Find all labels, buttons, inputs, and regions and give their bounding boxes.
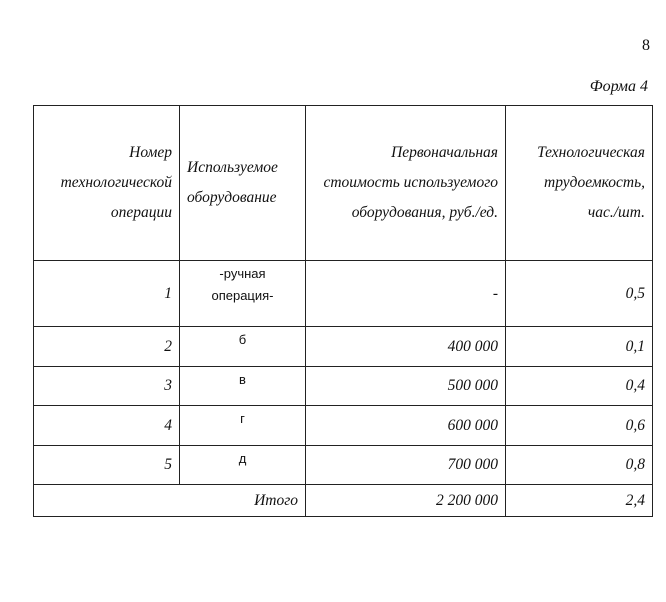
- cell-initial-cost: -: [306, 261, 506, 327]
- total-initial-cost: 2 200 000: [306, 485, 506, 517]
- cell-equipment: д: [180, 446, 306, 485]
- header-equipment: Используемое оборудование: [180, 106, 306, 261]
- form-table: [33, 105, 653, 517]
- cell-operation-number: 2: [34, 327, 180, 367]
- table-row: [34, 446, 653, 485]
- cell-labor-intensity: 0,6: [506, 406, 653, 446]
- cell-equipment: б: [180, 327, 306, 367]
- cell-initial-cost: 400 000: [306, 327, 506, 367]
- cell-equipment: -ручная операция-: [180, 261, 306, 327]
- cell-labor-intensity: 0,4: [506, 367, 653, 406]
- cell-operation-number: 4: [34, 406, 180, 446]
- cell-operation-number: 3: [34, 367, 180, 406]
- table-header-row: [34, 106, 653, 261]
- page-number: 8: [642, 37, 650, 54]
- header-operation-number: Номер технологической операции: [34, 106, 180, 261]
- header-initial-cost: Первоначальная стоимость используемого оборудования, руб./ед.: [306, 106, 506, 261]
- cell-initial-cost: 700 000: [306, 446, 506, 485]
- form-label: Форма 4: [589, 78, 648, 95]
- table-total-row: [34, 485, 653, 517]
- cell-labor-intensity: 0,5: [506, 261, 653, 327]
- cell-equipment: г: [180, 406, 306, 446]
- cell-operation-number: 1: [34, 261, 180, 327]
- table-row: [34, 261, 653, 327]
- cell-labor-intensity: 0,8: [506, 446, 653, 485]
- table-row: [34, 406, 653, 446]
- header-labor-intensity: Технологическая трудоемкость, час./шт.: [506, 106, 653, 261]
- total-labor-intensity: 2,4: [506, 485, 653, 517]
- total-label: Итого: [34, 485, 306, 517]
- cell-initial-cost: 500 000: [306, 367, 506, 406]
- table-row: [34, 327, 653, 367]
- cell-initial-cost: 600 000: [306, 406, 506, 446]
- table-row: [34, 367, 653, 406]
- cell-operation-number: 5: [34, 446, 180, 485]
- cell-equipment: в: [180, 367, 306, 406]
- cell-labor-intensity: 0,1: [506, 327, 653, 367]
